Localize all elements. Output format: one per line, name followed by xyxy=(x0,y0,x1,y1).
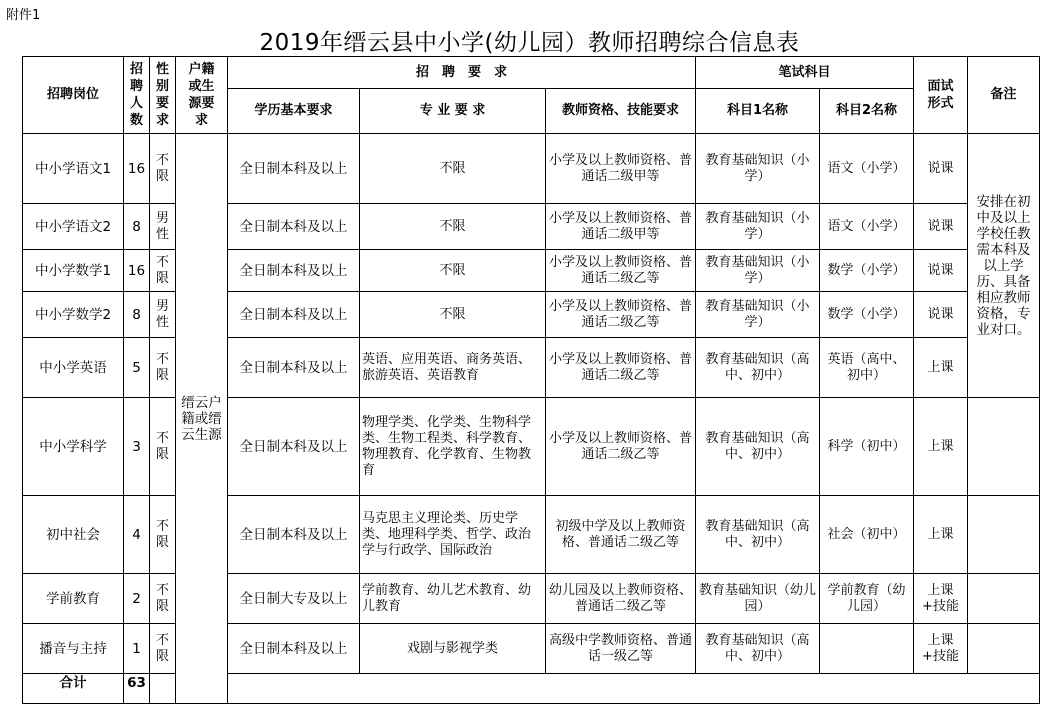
cell-interview: 上课+技能 xyxy=(914,574,968,624)
cell-position: 中小学语文1 xyxy=(23,134,124,204)
cell-position: 中小学英语 xyxy=(23,338,124,398)
cell-major: 不限 xyxy=(360,204,546,250)
cell-position: 中小学语文2 xyxy=(23,204,124,250)
cell-gender: 不限 xyxy=(150,338,176,398)
cell-notes-empty xyxy=(968,398,1040,496)
cell-count: 2 xyxy=(124,574,150,624)
cell-qualification: 小学及以上教师资格、普通话二级乙等 xyxy=(546,292,696,338)
cell-subject2: 语文（小学） xyxy=(820,204,914,250)
cell-education: 全日制本科及以上 xyxy=(228,250,360,292)
cell-count: 3 xyxy=(124,398,150,496)
cell-education: 全日制本科及以上 xyxy=(228,204,360,250)
cell-position: 学前教育 xyxy=(23,574,124,624)
cell-major: 马克思主义理论类、历史学类、地理科学类、哲学、政治学与行政学、国际政治 xyxy=(360,496,546,574)
cell-interview: 说课 xyxy=(914,292,968,338)
cell-count: 16 xyxy=(124,134,150,204)
cell-major: 戏剧与影视学类 xyxy=(360,624,546,674)
cell-subject2: 数学（小学） xyxy=(820,292,914,338)
cell-subject1: 教育基础知识（高中、初中） xyxy=(696,496,820,574)
cell-count: 1 xyxy=(124,624,150,674)
cell-major: 学前教育、幼儿艺术教育、幼儿教育 xyxy=(360,574,546,624)
cell-position: 中小学科学 xyxy=(23,398,124,496)
cell-education: 全日制本科及以上 xyxy=(228,496,360,574)
cell-notes-empty xyxy=(968,574,1040,624)
table-row xyxy=(23,134,1040,204)
cell-subject1: 教育基础知识（小学） xyxy=(696,134,820,204)
total-empty-wide xyxy=(228,674,1040,704)
cell-gender: 不限 xyxy=(150,398,176,496)
cell-gender: 不限 xyxy=(150,496,176,574)
header-subject2: 科目2名称 xyxy=(820,89,914,134)
cell-count: 5 xyxy=(124,338,150,398)
cell-major: 物理学类、化学类、生物科学类、生物工程类、科学教育、物理教育、化学教育、生物教育 xyxy=(360,398,546,496)
total-label: 合计 xyxy=(23,674,124,704)
cell-subject1: 教育基础知识（高中、初中） xyxy=(696,398,820,496)
table-row xyxy=(23,496,1040,574)
cell-qualification: 初级中学及以上教师资格、普通话二级乙等 xyxy=(546,496,696,574)
cell-notes: 安排在初中及以上学校任教需本科及以上学历、具备相应教师资格，专业对口。 xyxy=(968,134,1040,398)
cell-interview: 说课 xyxy=(914,250,968,292)
cell-subject1: 教育基础知识（小学） xyxy=(696,250,820,292)
header-exam-subjects: 笔试科目 xyxy=(696,57,914,89)
total-empty xyxy=(150,674,176,704)
header-major: 专 业 要 求 xyxy=(360,89,546,134)
cell-count: 8 xyxy=(124,292,150,338)
cell-subject1: 教育基础知识（小学） xyxy=(696,204,820,250)
total-count: 63 xyxy=(124,674,150,704)
recruitment-table xyxy=(22,56,1040,704)
cell-qualification: 小学及以上教师资格、普通话二级甲等 xyxy=(546,204,696,250)
cell-notes-empty xyxy=(968,496,1040,574)
cell-major: 不限 xyxy=(360,134,546,204)
cell-qualification: 高级中学教师资格、普通话一级乙等 xyxy=(546,624,696,674)
cell-education: 全日制本科及以上 xyxy=(228,338,360,398)
table-row xyxy=(23,398,1040,496)
attachment-label: 附件1 xyxy=(6,8,41,23)
header-gender: 性 别 要 求 xyxy=(150,57,176,134)
cell-subject2: 社会（初中） xyxy=(820,496,914,574)
cell-qualification: 幼儿园及以上教师资格、普通话二级乙等 xyxy=(546,574,696,624)
cell-subject1: 教育基础知识（高中、初中） xyxy=(696,338,820,398)
cell-major: 不限 xyxy=(360,292,546,338)
cell-subject2: 数学（小学） xyxy=(820,250,914,292)
table-row xyxy=(23,292,1040,338)
cell-qualification: 小学及以上教师资格、普通话二级乙等 xyxy=(546,250,696,292)
cell-interview: 上课 xyxy=(914,338,968,398)
cell-major: 不限 xyxy=(360,250,546,292)
cell-subject2: 学前教育（幼儿园） xyxy=(820,574,914,624)
table-row xyxy=(23,250,1040,292)
cell-subject1: 教育基础知识（小学） xyxy=(696,292,820,338)
table-row xyxy=(23,338,1040,398)
cell-position: 初中社会 xyxy=(23,496,124,574)
cell-count: 8 xyxy=(124,204,150,250)
table-row xyxy=(23,624,1040,674)
cell-qualification: 小学及以上教师资格、普通话二级乙等 xyxy=(546,338,696,398)
cell-household: 缙云户籍或缙云生源 xyxy=(176,134,228,704)
cell-subject2: 语文（小学） xyxy=(820,134,914,204)
table-row xyxy=(23,204,1040,250)
header-row-1 xyxy=(23,57,1040,89)
cell-subject2: 英语（高中、初中） xyxy=(820,338,914,398)
cell-interview: 说课 xyxy=(914,134,968,204)
header-position: 招聘岗位 xyxy=(23,57,124,134)
cell-notes-empty xyxy=(968,624,1040,674)
header-qualification: 教师资格、技能要求 xyxy=(546,89,696,134)
cell-major: 英语、应用英语、商务英语、旅游英语、英语教育 xyxy=(360,338,546,398)
total-row xyxy=(23,674,1040,704)
cell-gender: 不限 xyxy=(150,250,176,292)
cell-education: 全日制本科及以上 xyxy=(228,398,360,496)
cell-subject2 xyxy=(820,624,914,674)
cell-gender: 不限 xyxy=(150,134,176,204)
cell-qualification: 小学及以上教师资格、普通话二级甲等 xyxy=(546,134,696,204)
cell-gender: 男性 xyxy=(150,204,176,250)
cell-count: 16 xyxy=(124,250,150,292)
cell-subject1: 教育基础知识（高中、初中） xyxy=(696,624,820,674)
header-notes: 备注 xyxy=(968,57,1040,134)
header-subject1: 科目1名称 xyxy=(696,89,820,134)
cell-subject2: 科学（初中） xyxy=(820,398,914,496)
cell-interview: 上课+技能 xyxy=(914,624,968,674)
cell-education: 全日制本科及以上 xyxy=(228,624,360,674)
cell-interview: 上课 xyxy=(914,496,968,574)
header-interview: 面试 形式 xyxy=(914,57,968,134)
page-title: 2019年缙云县中小学(幼儿园）教师招聘综合信息表 xyxy=(259,30,800,56)
table-row xyxy=(23,574,1040,624)
cell-count: 4 xyxy=(124,496,150,574)
cell-gender: 不限 xyxy=(150,574,176,624)
header-household: 户籍 或生 源要 求 xyxy=(176,57,228,134)
cell-education: 全日制本科及以上 xyxy=(228,134,360,204)
cell-interview: 说课 xyxy=(914,204,968,250)
header-count: 招 聘 人 数 xyxy=(124,57,150,134)
cell-position: 播音与主持 xyxy=(23,624,124,674)
header-education: 学历基本要求 xyxy=(228,89,360,134)
cell-education: 全日制本科及以上 xyxy=(228,292,360,338)
cell-gender: 男性 xyxy=(150,292,176,338)
cell-subject1: 教育基础知识（幼儿园） xyxy=(696,574,820,624)
header-recruit-requirements: 招 聘 要 求 xyxy=(228,57,696,89)
cell-gender: 不限 xyxy=(150,624,176,674)
cell-position: 中小学数学2 xyxy=(23,292,124,338)
cell-position: 中小学数学1 xyxy=(23,250,124,292)
cell-interview: 上课 xyxy=(914,398,968,496)
cell-education: 全日制大专及以上 xyxy=(228,574,360,624)
cell-qualification: 小学及以上教师资格、普通话二级乙等 xyxy=(546,398,696,496)
